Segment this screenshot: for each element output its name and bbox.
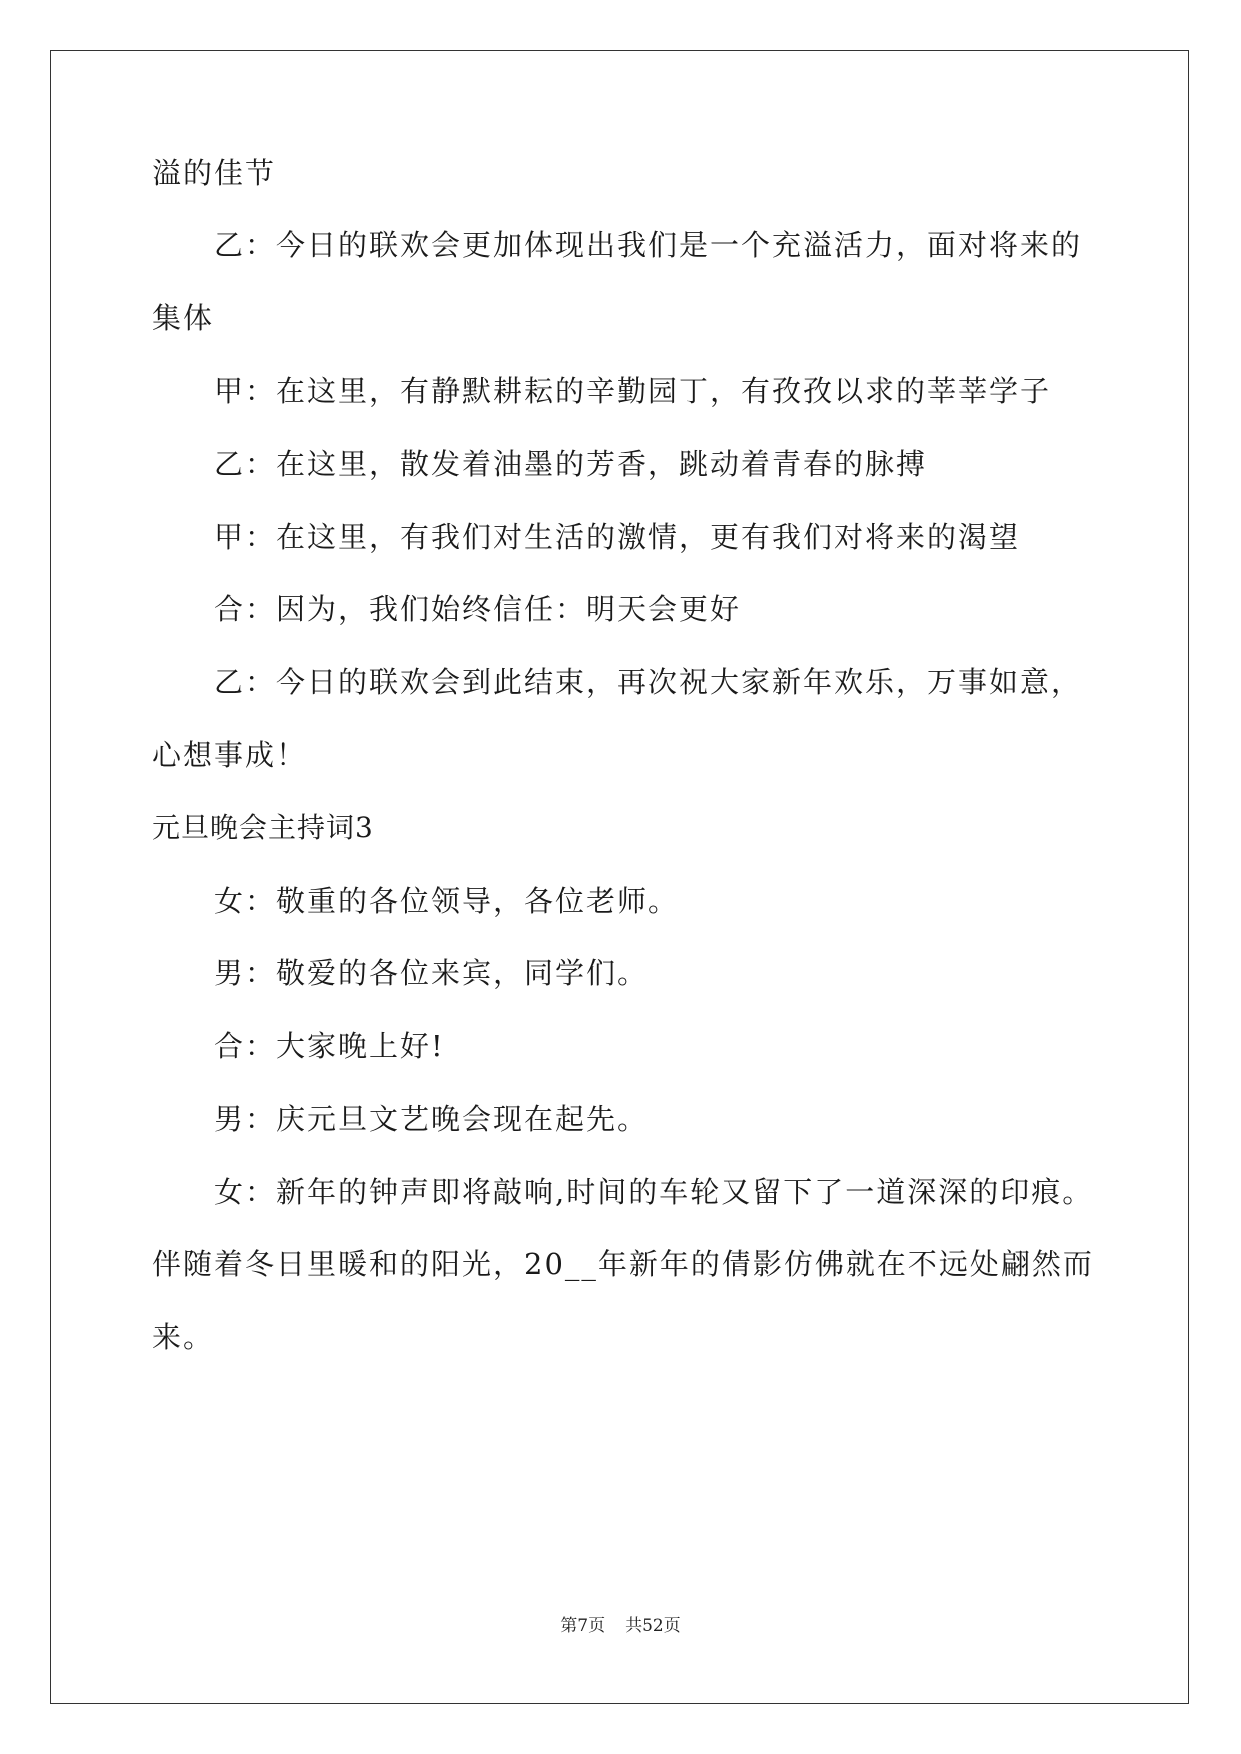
paragraph-line: 乙：今日的联欢会更加体现出我们是一个充溢活力，面对将来的 [214, 228, 1083, 262]
paragraph-line: 乙：今日的联欢会到此结束，再次祝大家新年欢乐，万事如意， [214, 665, 1083, 699]
paragraph-line: 乙：在这里，散发着油墨的芳香，跳动着青春的脉搏 [214, 447, 928, 481]
paragraph-line: 集体 [152, 301, 215, 335]
paragraph-line: 合：大家晚上好! [214, 1029, 445, 1063]
paragraph-line: 男：庆元旦文艺晚会现在起先。 [214, 1102, 649, 1136]
paragraph-line: 心想事成！ [152, 738, 308, 772]
section-heading: 元旦晚会主持词3 [152, 811, 374, 844]
paragraph-line: 女：新年的钟声即将敲响,时间的车轮又留下了一道深深的印痕。 [214, 1175, 1094, 1209]
paragraph-line: 女：敬重的各位领导，各位老师。 [214, 884, 680, 918]
page-number: 第7页 [560, 1616, 606, 1636]
paragraph-line: 伴随着冬日里暖和的阳光，20__年新年的倩影仿佛就在不远处翩然而 [152, 1247, 1094, 1281]
paragraph-line: 来。 [152, 1320, 215, 1354]
page-total: 共52页 [625, 1616, 681, 1636]
page-footer [0, 1614, 1241, 1638]
paragraph-line: 男：敬爱的各位来宾，同学们。 [214, 956, 649, 990]
paragraph-line: 甲：在这里，有我们对生活的激情，更有我们对将来的渴望 [214, 520, 1021, 554]
paragraph-line: 合：因为，我们始终信任：明天会更好 [214, 592, 742, 626]
paragraph-line: 甲：在这里，有静默耕耘的辛勤园丁，有孜孜以求的莘莘学子 [214, 374, 1052, 408]
paragraph-line: 溢的佳节 [152, 156, 277, 190]
page-border [50, 50, 1189, 1704]
